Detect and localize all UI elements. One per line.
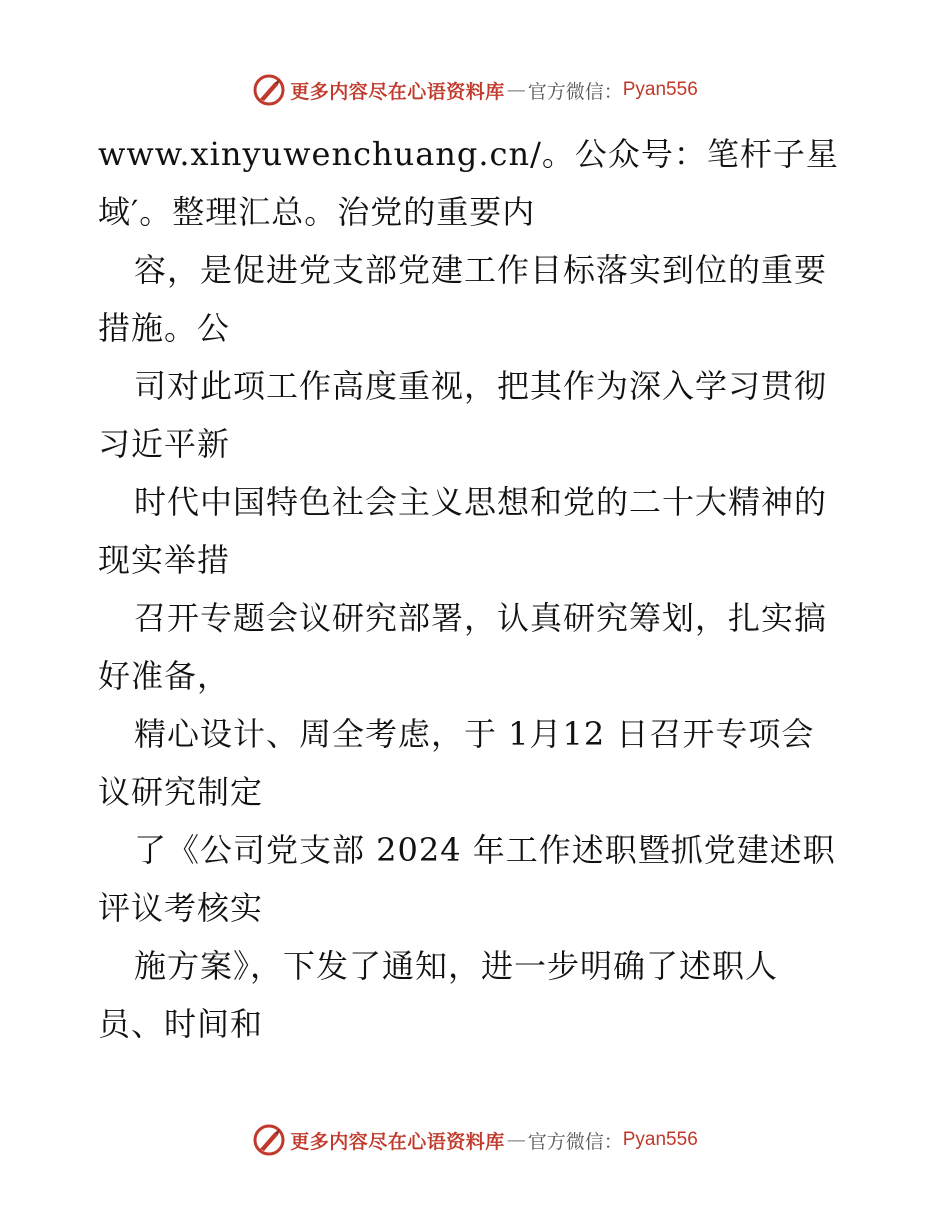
watermark-wechat-id: Pyan556 xyxy=(622,79,698,100)
body-line: 召开专题会议研究部署，认真研究筹划，扎实搞 xyxy=(134,599,828,637)
body-line: www.xinyuwenchuang.cn/。公众号：笔杆子星 xyxy=(98,135,839,173)
body-line: 容，是促进党支部党建工作目标落实到位的重要 xyxy=(134,251,828,289)
body-line: 时代中国特色社会主义思想和党的二十大精神的 xyxy=(134,483,828,521)
body-line: 了《公司党支部 2024 年工作述职暨抓党建述职 xyxy=(134,831,836,869)
quill-logo-icon xyxy=(252,1123,286,1157)
watermark-wechat-label: 官方微信： xyxy=(527,1130,623,1153)
body-line: 措施。公 xyxy=(98,309,231,347)
header-watermark xyxy=(0,70,950,110)
body-line: 习近平新 xyxy=(98,425,231,463)
body-line: 员、时间和 xyxy=(98,1005,264,1043)
body-line: 好准备， xyxy=(98,657,231,695)
quill-logo-icon xyxy=(252,73,286,107)
watermark-title: 更多内容尽在心语资料库 xyxy=(290,1130,505,1153)
body-line: 评议考核实 xyxy=(98,889,264,927)
body-line: 议研究制定 xyxy=(98,773,264,811)
document-body xyxy=(98,125,858,1053)
body-line: 施方案》，下发了通知，进一步明确了述职人 xyxy=(134,947,779,985)
body-line: 精心设计、周全考虑，于 1月12 日召开专项会 xyxy=(134,715,815,753)
watermark-separator: — xyxy=(506,1129,526,1151)
footer-watermark xyxy=(0,1120,950,1160)
body-line: 司对此项工作高度重视，把其作为深入学习贯彻 xyxy=(134,367,828,405)
body-line: 域′。整理汇总。治党的重要内 xyxy=(98,193,536,231)
watermark-title: 更多内容尽在心语资料库 xyxy=(290,80,505,103)
watermark-wechat-label: 官方微信： xyxy=(527,80,623,103)
watermark-separator: — xyxy=(506,79,526,101)
body-line: 现实举措 xyxy=(98,541,231,579)
watermark-wechat-id: Pyan556 xyxy=(622,1129,698,1150)
